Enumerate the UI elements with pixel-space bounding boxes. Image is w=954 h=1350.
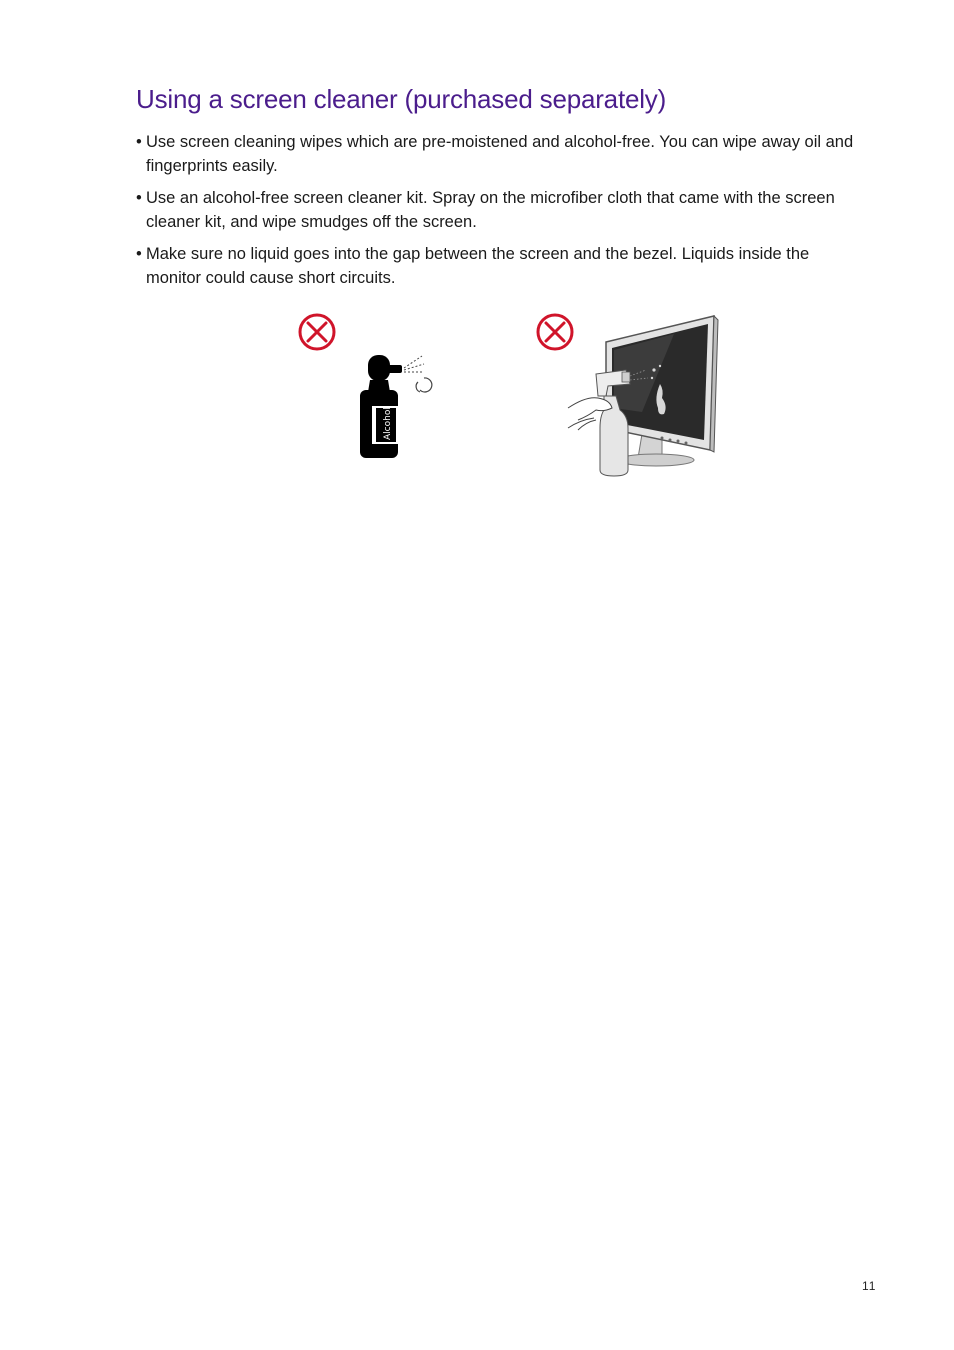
alcohol-spray-can-icon [360, 355, 432, 458]
bullet-item-liquid-warning: • Make sure no liquid goes into the gap between the screen and the bezel. Liquids inside the monitor could cause short circuits. [136, 242, 866, 290]
page-number: 11 [862, 1279, 877, 1293]
bullet-item-cleaner-kit: • Use an alcohol-free screen cleaner kit. Spray on the microfiber cloth that came with the screen cleaner kit, and wipe smudges off the screen. [136, 186, 866, 234]
prohibited-icon [300, 315, 334, 349]
bullet-list [136, 130, 866, 298]
bullet-item-wipes: • Use screen cleaning wipes which are pre-moistened and alcohol-free. You can wipe away oil and fingerprints easily. [136, 130, 866, 178]
prohibited-icon [538, 315, 572, 349]
alcohol-spray-illustration [296, 312, 456, 472]
monitor-spray-illustration [534, 312, 724, 482]
page-title: Using a screen cleaner (purchased separately) [136, 84, 667, 114]
alcohol-label: Alcohol [383, 407, 393, 440]
